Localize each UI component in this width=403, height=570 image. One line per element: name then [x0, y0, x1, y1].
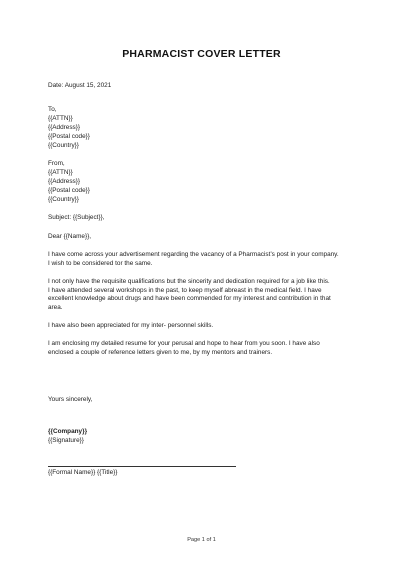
formal-name-title: {{Formal Name}} {{Title}} [48, 469, 118, 476]
salutation: Dear {{Name}}, [48, 233, 91, 240]
paragraph-line: area. [48, 303, 63, 311]
recipient-attn: {{ATTN}} [48, 115, 73, 122]
paragraph-resume [48, 340, 368, 357]
paragraph-line: I wish to be considered tor the same. [48, 259, 153, 267]
paragraph-advertisement [48, 251, 368, 268]
paragraph-line: I am enclosing my detailed resume for your perusal and hope to hear from you soon. I have also [48, 340, 320, 347]
paragraph-line: I have come across your advertisement regarding the vacancy of a Pharmacist’s post in your company. [48, 251, 339, 258]
paragraph-line: I have also been appreciated for my inter- personnel skills. [48, 322, 214, 329]
sender-address: {{Address}} [48, 178, 80, 185]
paragraph-qualifications [48, 278, 368, 312]
page-number: Page 1 of 1 [187, 537, 216, 543]
date-line: Date: August 15, 2021 [48, 82, 112, 89]
closing: Yours sincerely, [48, 396, 93, 403]
paragraph-line: I not only have the requisite qualifications but the sincerity and dedication required for a job like this. [48, 278, 330, 285]
sender-from: From, [48, 160, 65, 167]
signature-line [48, 466, 236, 467]
sender-attn: {{ATTN}} [48, 169, 73, 176]
subject-line: Subject: {{Subject}}, [48, 214, 105, 221]
recipient-to: To, [48, 106, 57, 113]
paragraph-line: I have attended several workshops in the past, to keep myself abreast in the medical field. I have [48, 286, 322, 294]
document-title: PHARMACIST COVER LETTER [122, 48, 281, 60]
paragraph-line: excellent knowledge about drugs and have been commended for my interest and contribution in that [48, 295, 331, 303]
paragraph-line: enclosed a couple of reference letters given to me, by my mentors and trainers. [48, 348, 273, 356]
sender-postal-code: {{Postal code}} [48, 187, 90, 194]
recipient-address: {{Address}} [48, 124, 80, 131]
sender-country: {{Country}} [48, 196, 79, 203]
company-name: {{Company}} [48, 428, 88, 435]
recipient-postal-code: {{Postal code}} [48, 133, 90, 140]
signature-placeholder: {{Signature}} [48, 437, 84, 444]
paragraph-skills [48, 322, 368, 331]
recipient-country: {{Country}} [48, 142, 79, 149]
